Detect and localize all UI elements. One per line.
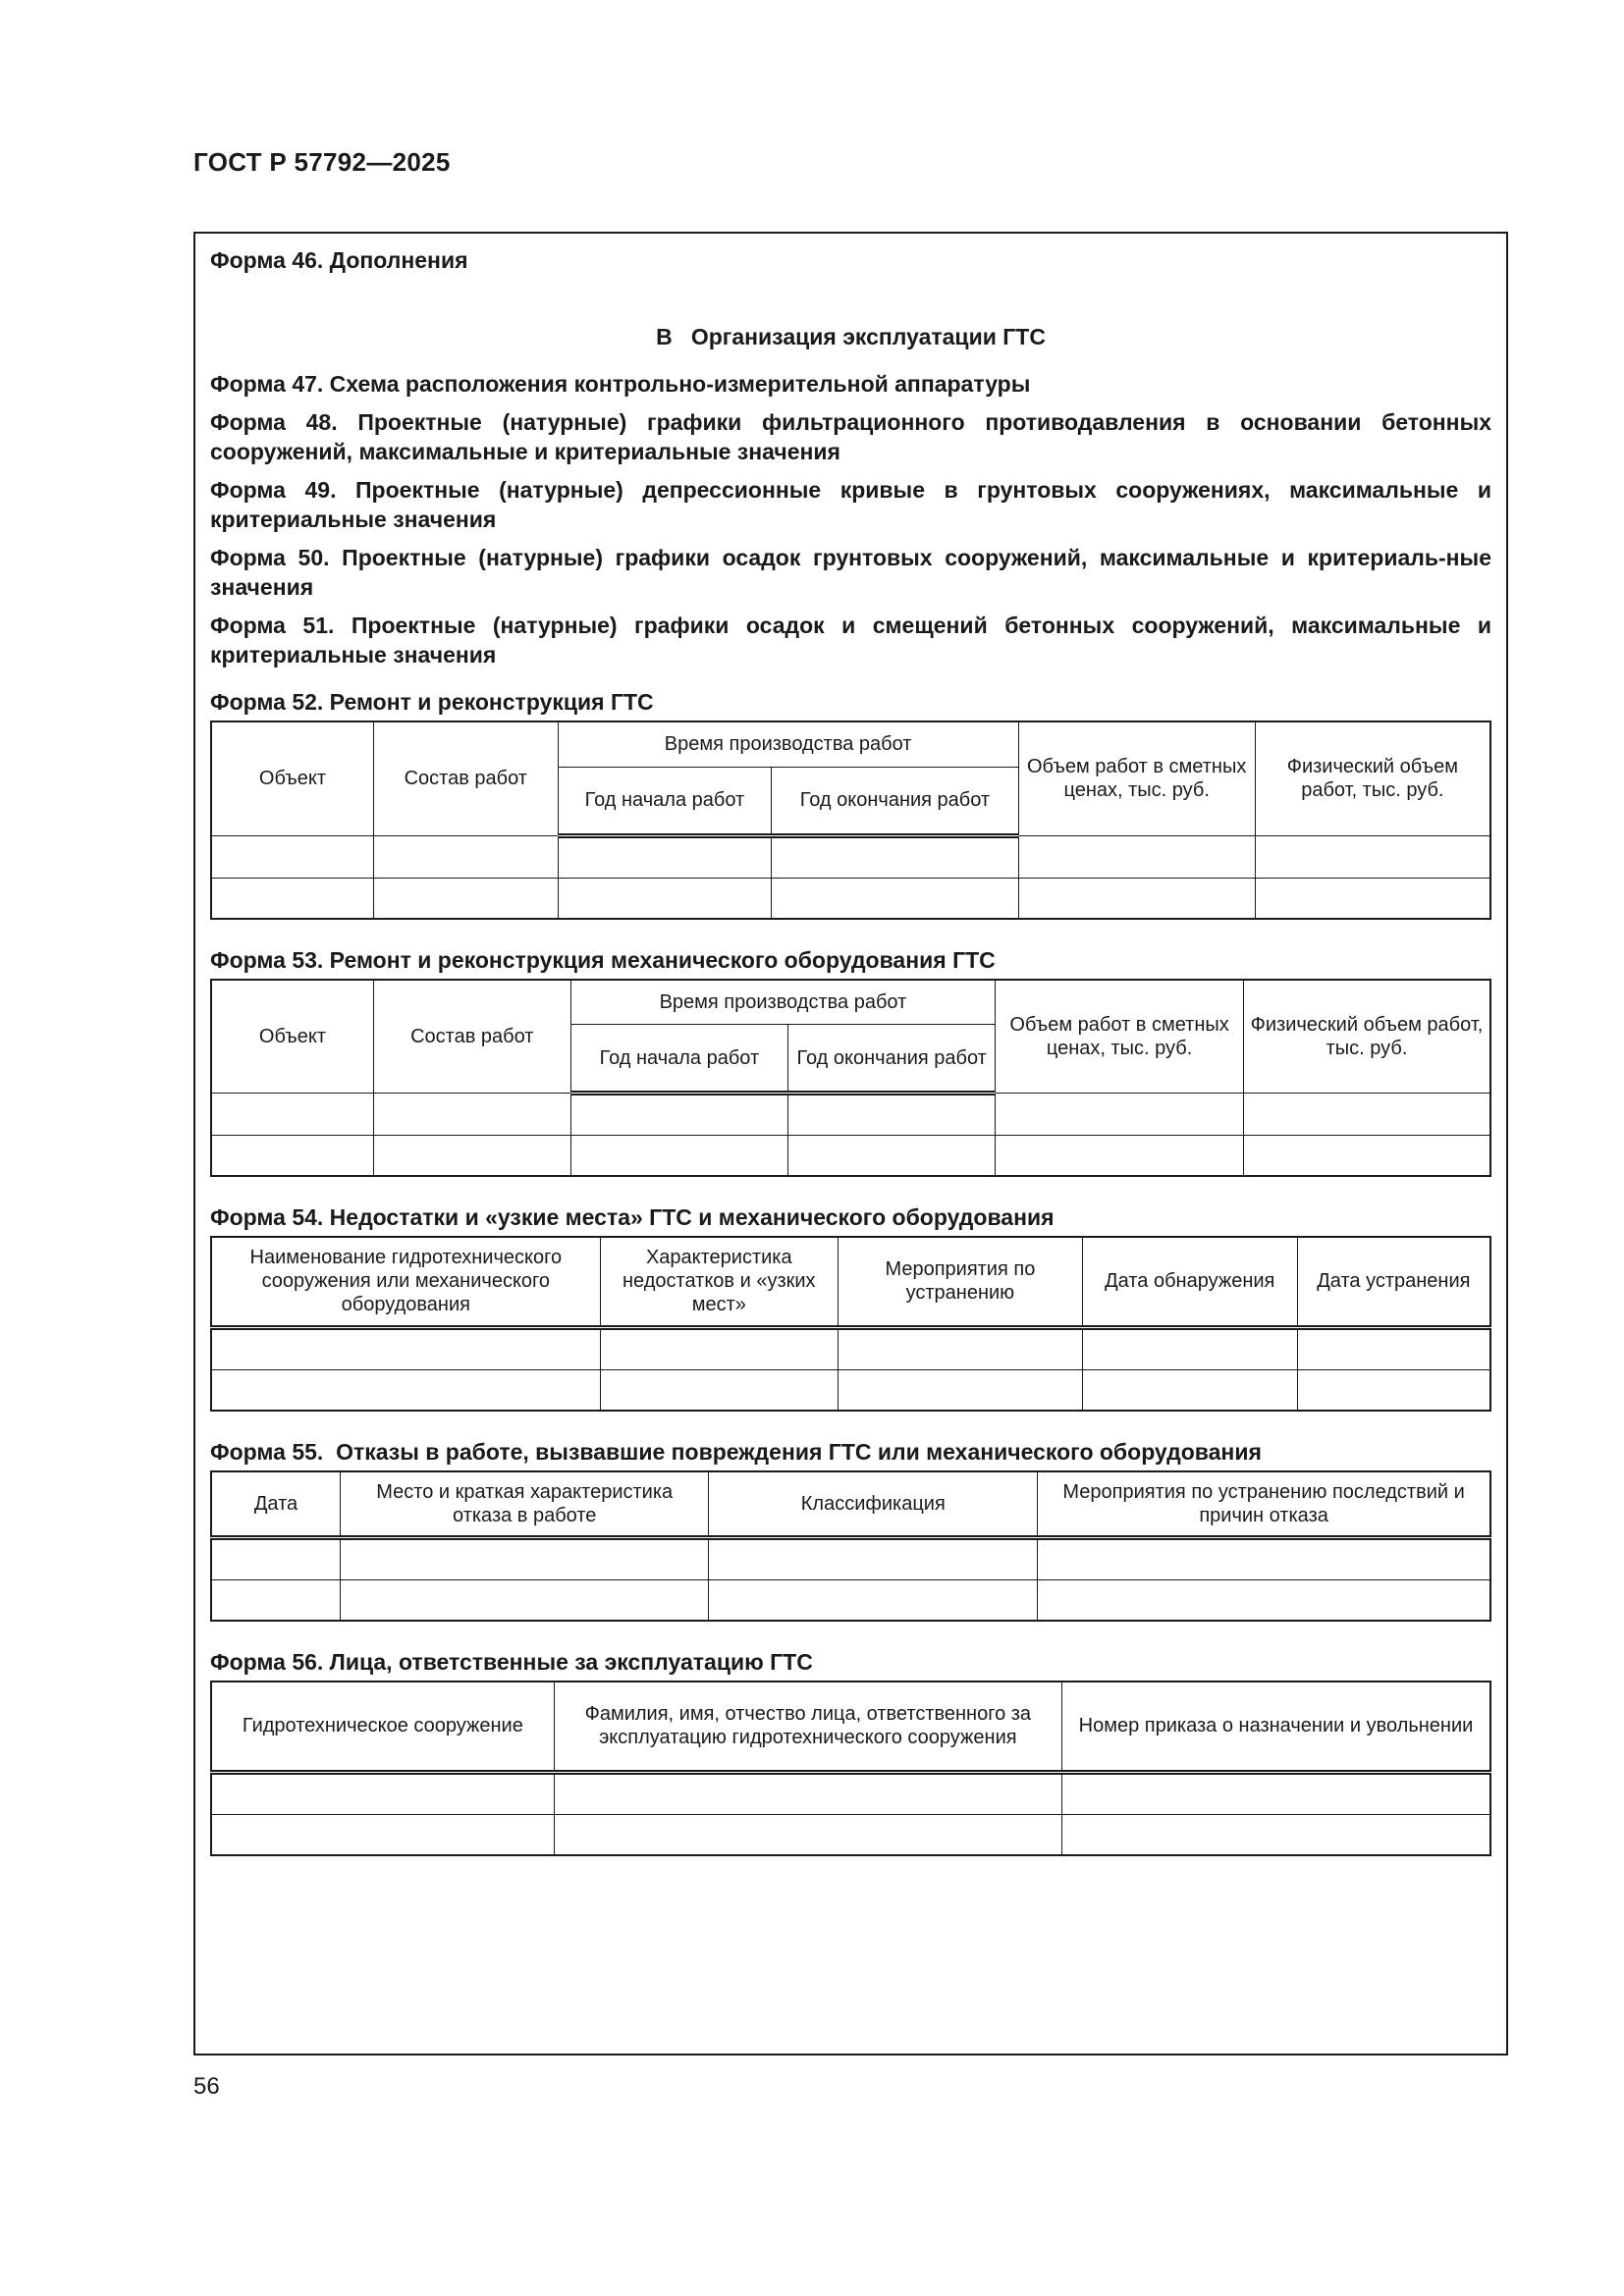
header-date: Дата: [211, 1471, 341, 1538]
form-48-text: Форма 48. Проектные (натурные) графики фильтрационного противодавления в основании бетонных сооружений, максимальные и критериальные значения: [210, 409, 1491, 464]
table-row: [211, 878, 1490, 919]
header-order-number: Номер приказа о назначении и увольнении: [1061, 1682, 1490, 1772]
header-characteristic: Характеристика недостатков и «узких мест»: [600, 1237, 838, 1327]
header-end-year: Год окончания работ: [772, 767, 1018, 835]
table-row: [211, 835, 1490, 878]
header-start-year: Год начала работ: [570, 1025, 788, 1094]
table-row: [211, 1327, 1490, 1369]
header-failure-measures: Мероприятия по устранению последствий и причин отказа: [1038, 1471, 1490, 1538]
form-51-text: Форма 51. Проектные (натурные) графики осадок и смещений бетонных сооружений, максимальные и критериальные значения: [210, 613, 1491, 667]
form-54-title: Форма 54. Недостатки и «узкие места» ГТС и механического оборудования: [210, 1204, 1055, 1230]
header-structure-name: Наименование гидротехнического сооружения или механического оборудования: [211, 1237, 600, 1327]
form-55-table: [210, 1470, 1491, 1623]
form-50-text: Форма 50. Проектные (натурные) графики осадок грунтовых сооружений, максимальные и критериаль-ные значения: [210, 545, 1491, 600]
header-object: Объект: [211, 721, 373, 835]
table-row: [211, 1814, 1490, 1855]
form-56-title: Форма 56. Лица, ответственные за эксплуатацию ГТС: [210, 1649, 813, 1675]
header-failure-description: Место и краткая характеристика отказа в работе: [341, 1471, 709, 1538]
table-row: [211, 1538, 1490, 1580]
section-v-title: В Организация эксплуатации ГТС: [656, 324, 1046, 349]
header-start-year: Год начала работ: [558, 767, 772, 835]
header-estimate: Объем работ в сметных ценах, тыс. руб.: [996, 980, 1244, 1094]
form-47-text: Форма 47. Схема расположения контрольно-измерительной аппаратуры: [210, 371, 1031, 397]
forms-frame: [193, 232, 1508, 2056]
header-estimate: Объем работ в сметных ценах, тыс. руб.: [1018, 721, 1255, 835]
header-end-year: Год окончания работ: [788, 1025, 996, 1094]
document-header: ГОСТ Р 57792—2025: [193, 147, 451, 177]
form-46-title: Форма 46. Дополнения: [210, 247, 468, 273]
header-period: Время производства работ: [570, 980, 996, 1025]
table-row: [211, 1136, 1490, 1177]
form-53-title: Форма 53. Ремонт и реконструкция механического оборудования ГТС: [210, 946, 996, 973]
header-classification: Классификация: [709, 1471, 1038, 1538]
header-physical: Физический объем работ, тыс. руб.: [1255, 721, 1490, 835]
form-52-table: [210, 721, 1491, 920]
table-row: [211, 1772, 1490, 1814]
form-56-table: [210, 1681, 1491, 1856]
header-elimination-date: Дата устранения: [1297, 1237, 1490, 1327]
header-works: Состав работ: [373, 721, 558, 835]
form-54-table: [210, 1236, 1491, 1412]
forms-content: [210, 245, 1491, 1882]
header-works: Состав работ: [373, 980, 570, 1094]
header-responsible-person: Фамилия, имя, отчество лица, ответственного за эксплуатацию гидротехнического сооружения: [554, 1682, 1061, 1772]
header-hydraulic-structure: Гидротехническое сооружение: [211, 1682, 554, 1772]
form-53-table: [210, 979, 1491, 1178]
form-52-title: Форма 52. Ремонт и реконструкция ГТС: [210, 689, 654, 715]
form-55-title: Форма 55. Отказы в работе, вызвавшие повреждения ГТС или механического оборудования: [210, 1438, 1262, 1465]
page-number: 56: [193, 2073, 220, 2100]
header-measures: Мероприятия по устранению: [838, 1237, 1082, 1327]
table-row: [211, 1580, 1490, 1622]
form-49-text: Форма 49. Проектные (натурные) депрессионные кривые в грунтовых сооружениях, максимальные и критериальные значения: [210, 477, 1491, 532]
header-period: Время производства работ: [558, 721, 1018, 767]
header-physical: Физический объем работ, тыс. руб.: [1243, 980, 1490, 1094]
header-object: Объект: [211, 980, 373, 1094]
header-detection-date: Дата обнаружения: [1082, 1237, 1297, 1327]
table-row: [211, 1094, 1490, 1136]
table-row: [211, 1369, 1490, 1411]
